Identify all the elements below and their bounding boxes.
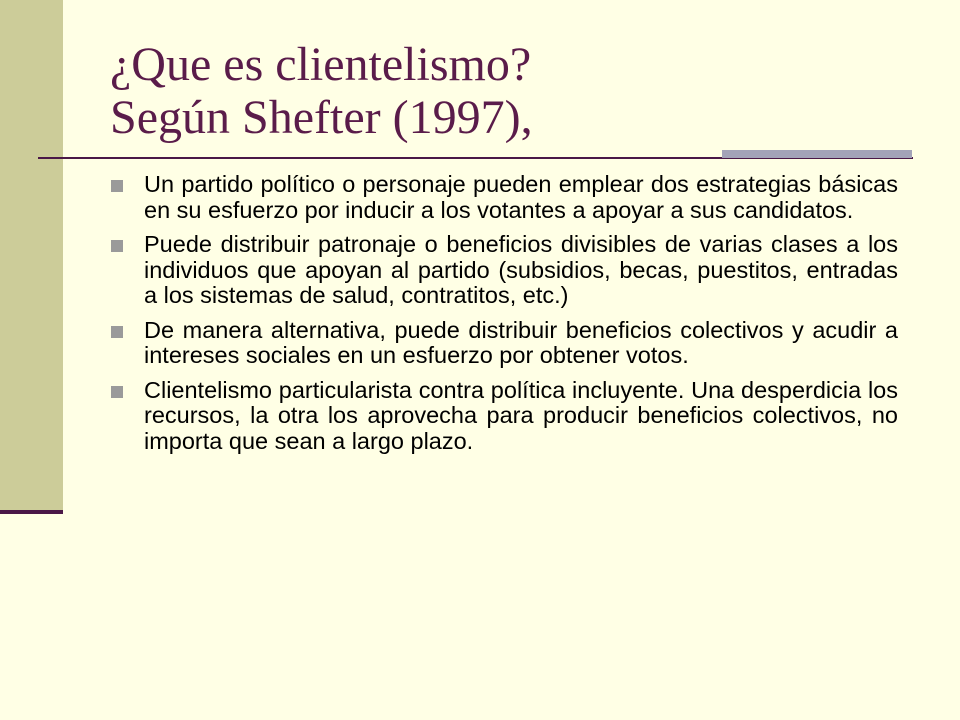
list-item — [108, 378, 898, 455]
title-line-1: ¿Que es clientelismo? — [110, 38, 532, 91]
list-item — [108, 232, 898, 309]
square-bullet-icon — [111, 180, 123, 192]
left-decorative-bar — [0, 0, 63, 510]
list-item — [108, 318, 898, 369]
square-bullet-icon — [111, 326, 123, 338]
list-item — [108, 172, 898, 223]
bullet-text: De manera alternativa, puede distribuir beneficios colectivos y acudir a intereses sociales en un esfuerzo por obtener votos. — [144, 316, 898, 368]
bullet-list — [108, 172, 898, 463]
title-divider-accent — [722, 150, 912, 158]
slide-title — [110, 38, 533, 144]
bullet-text: Un partido político o personaje pueden emplear dos estrategias básicas en su esfuerzo por inducir a los votantes a apoyar a sus candidatos. — [144, 171, 898, 223]
square-bullet-icon — [111, 386, 123, 398]
title-line-2: Según Shefter (1997), — [110, 91, 533, 144]
bullet-text: Puede distribuir patronaje o beneficios divisibles de varias clases a los individuos que apoyan al partido (subsidios, becas, puestitos, entradas a los sistemas de salud, contratitos, etc.) — [144, 231, 898, 308]
bullet-text: Clientelismo particularista contra política incluyente. Una desperdicia los recursos, la otra los aprovecha para producir beneficios colectivos, no importa que sean a largo plazo. — [144, 376, 898, 454]
left-bar-underline — [0, 510, 63, 514]
square-bullet-icon — [111, 240, 123, 252]
